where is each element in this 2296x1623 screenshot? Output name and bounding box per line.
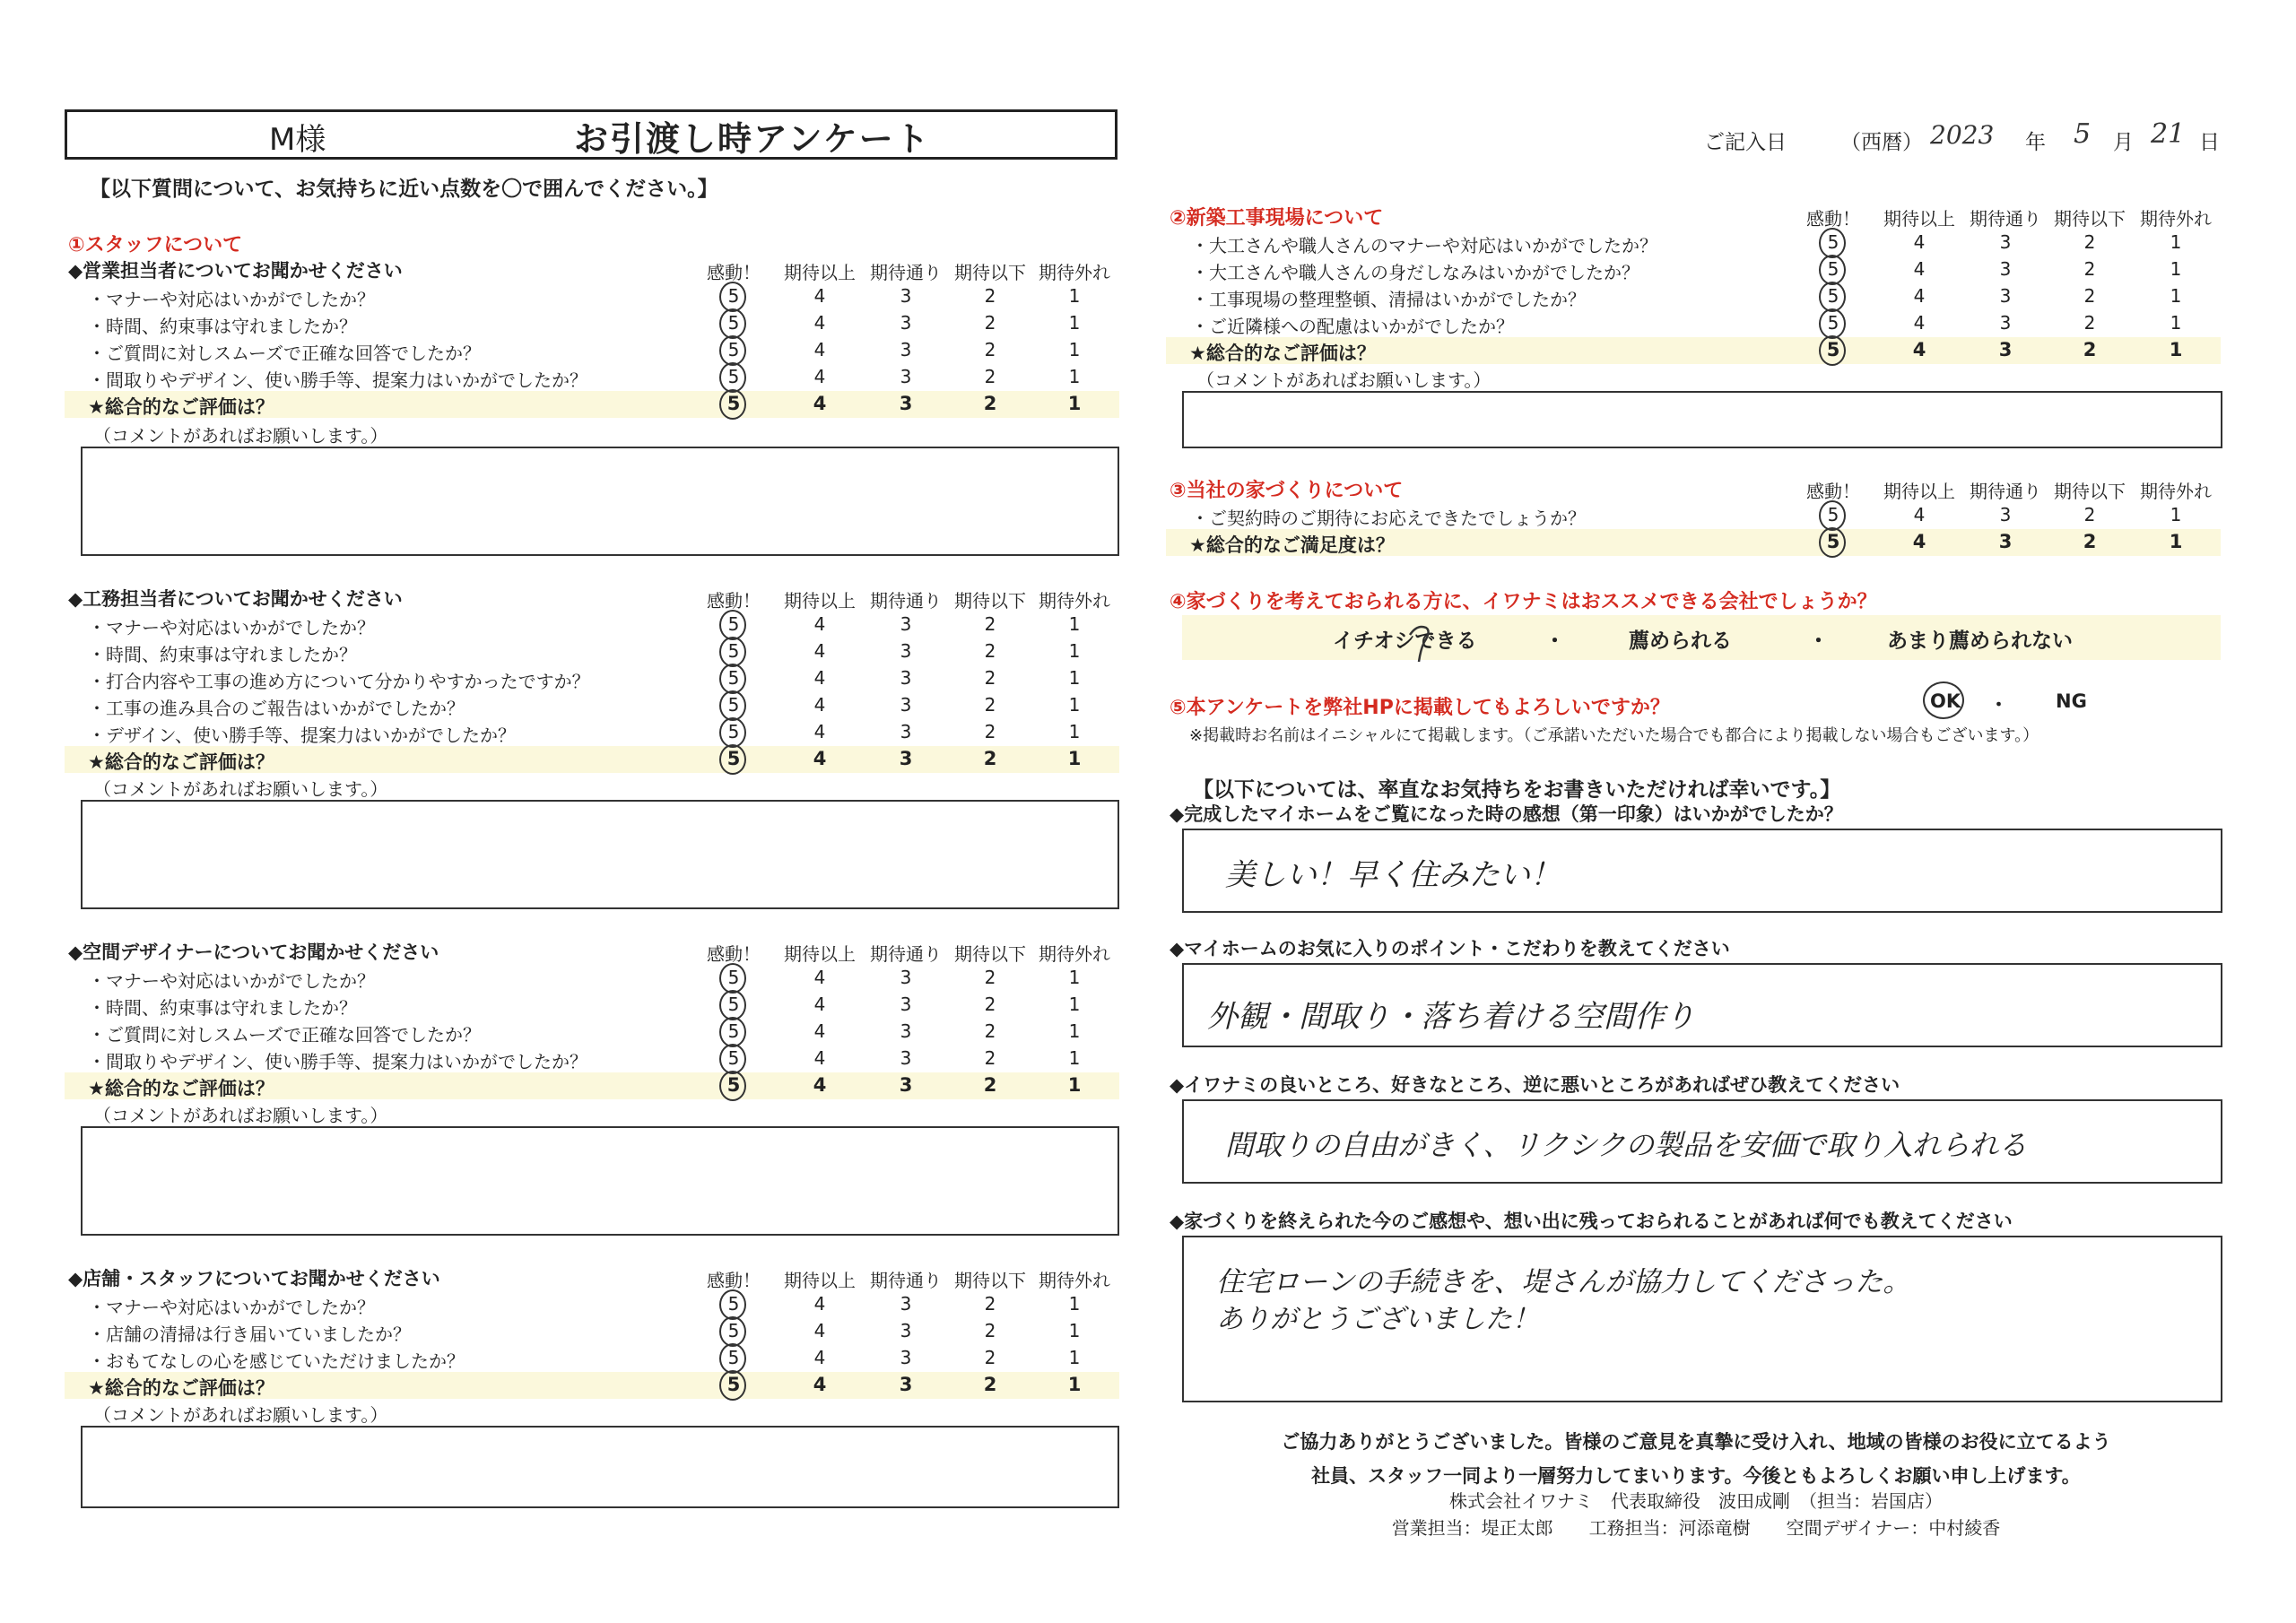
answer-4-line2: ありがとうございました！ <box>1216 1304 1539 1335</box>
score-option[interactable]: 1 <box>1068 721 1081 742</box>
selected-circle <box>1819 308 1846 339</box>
selected-circle <box>719 744 746 775</box>
option-separator: ・ <box>1808 629 1829 653</box>
score-option[interactable]: 4 <box>813 994 826 1015</box>
score-option[interactable]: 1 <box>2170 312 2182 334</box>
month-value: 5 <box>2074 118 2092 150</box>
score-option[interactable]: 4 <box>813 393 827 414</box>
instruction: 【以下質問について、お気持ちに近い点数を〇で囲んでください。】 <box>90 178 718 201</box>
question: ・間取りやデザイン、使い勝手等、提案力はいかがでしたか？ <box>88 369 587 391</box>
score-option[interactable]: 2 <box>984 366 996 387</box>
open-q1: ◆完成したマイホームをご覧になった時の感想（第一印象）はいかがでしたか？ <box>1170 803 1843 825</box>
question: ・ご質問に対しスムーズで正確な回答でしたか？ <box>88 1024 481 1046</box>
score-option[interactable]: 2 <box>2083 285 2096 307</box>
option-susumerareru[interactable]: 薦められる <box>1629 629 1732 653</box>
scale-label: 期待外れ <box>1039 1270 1110 1291</box>
question: ・マナーや対応はいかがでしたか？ <box>88 617 375 638</box>
question: ・工事の進み具合のご報告はいかがでしたか？ <box>88 698 465 719</box>
score-option[interactable]: 5 <box>726 1074 741 1096</box>
selected-circle <box>719 990 746 1020</box>
score-option[interactable]: 3 <box>1998 339 2013 360</box>
comment-box[interactable] <box>81 800 1119 909</box>
score-option[interactable]: 5 <box>1827 258 1839 280</box>
scale-label: 期待外れ <box>1039 262 1110 283</box>
score-option[interactable]: 3 <box>900 640 912 662</box>
selected-circle <box>719 389 746 420</box>
scale-label: 期待以上 <box>784 590 856 612</box>
question: ・ご近隣様への配慮はいかがでしたか？ <box>1191 316 1514 337</box>
score-option[interactable]: 4 <box>1913 504 1926 525</box>
open-q4: ◆家づくりを終えられた今のご感想や、想い出に残っておられることがあれば何でも教えてください <box>1170 1211 2013 1232</box>
scale-label: 期待以下 <box>954 590 1026 612</box>
score-option[interactable]: 1 <box>1068 1047 1081 1069</box>
scale-label: 感動！ <box>1806 208 1860 230</box>
scale-label: 期待以下 <box>954 262 1026 283</box>
scale-label: 期待通り <box>870 590 942 612</box>
score-option[interactable]: 4 <box>813 1347 826 1368</box>
score-option[interactable]: 4 <box>813 312 826 334</box>
date-label: ご記入日 <box>1704 131 1787 154</box>
scale-label: 期待以上 <box>784 262 856 283</box>
score-option[interactable]: 1 <box>2170 504 2182 525</box>
score-option[interactable]: 1 <box>1068 1320 1081 1341</box>
publish-heading: ⑤本アンケートを弊社HPに掲載してもよろしいですか？ <box>1170 697 1670 719</box>
score-option[interactable]: 4 <box>813 1293 826 1315</box>
answer-4-line1: 住宅ローンの手続きを、堤さんが協力してくださった。 <box>1216 1266 1911 1298</box>
score-option[interactable]: 1 <box>2169 531 2183 552</box>
score-option[interactable]: 3 <box>1999 231 2012 253</box>
scale-label: 期待通り <box>870 262 942 283</box>
overall-label: ★総合的なご評価は？ <box>88 1377 274 1399</box>
score-option[interactable]: 4 <box>813 694 826 716</box>
score-option[interactable]: 5 <box>726 1374 741 1395</box>
score-option[interactable]: 2 <box>2083 231 2096 253</box>
selected-circle <box>719 690 746 721</box>
score-option[interactable]: 5 <box>727 694 740 716</box>
scale-label: 感動！ <box>707 262 761 283</box>
scale-label: 期待以下 <box>2054 208 2126 230</box>
score-option[interactable]: 2 <box>984 312 996 334</box>
selected-circle <box>719 664 746 694</box>
score-option[interactable]: 2 <box>984 994 996 1015</box>
publish-note: ※掲載時お名前はイニシャルにて掲載します。（ご承諾いただいた場合でも都合により掲載しない場合もございます。） <box>1189 726 2039 745</box>
score-option[interactable]: 4 <box>813 613 826 635</box>
question: ・マナーや対応はいかがでしたか？ <box>88 289 375 310</box>
score-option[interactable]: 2 <box>983 393 997 414</box>
scale-label: 期待以上 <box>784 1270 856 1291</box>
score-option[interactable]: 4 <box>813 667 826 689</box>
score-option[interactable]: 1 <box>2170 231 2182 253</box>
score-option[interactable]: 3 <box>1999 258 2012 280</box>
overall-label: ★総合的なご評価は？ <box>88 1078 274 1099</box>
score-option[interactable]: 5 <box>726 748 741 769</box>
scale-label: 期待通り <box>1970 481 2041 502</box>
selected-circle <box>719 717 746 748</box>
score-option[interactable]: 5 <box>727 1020 740 1042</box>
answer-2: 外観・間取り・落ち着ける空間作り <box>1207 999 1695 1035</box>
score-option[interactable]: 5 <box>726 393 741 414</box>
question: ・時間、約束事は守れましたか？ <box>88 644 357 665</box>
comment-box[interactable] <box>1182 391 2222 448</box>
comment-note: （コメントがあればお願いします。） <box>93 778 388 800</box>
score-option[interactable]: 1 <box>1068 667 1081 689</box>
question: ・デザイン、使い勝手等、提案力はいかがでしたか？ <box>88 725 516 746</box>
score-option[interactable]: 2 <box>984 1020 996 1042</box>
score-option[interactable]: 3 <box>900 339 912 360</box>
score-option[interactable]: 5 <box>1827 312 1839 334</box>
score-option[interactable]: 3 <box>1999 504 2012 525</box>
score-option[interactable]: 3 <box>1998 531 2013 552</box>
score-option[interactable]: 5 <box>1827 231 1839 253</box>
score-option[interactable]: 1 <box>1067 1374 1082 1395</box>
score-option[interactable]: 3 <box>900 613 912 635</box>
score-option[interactable]: 5 <box>1827 285 1839 307</box>
selected-circle <box>1819 527 1846 558</box>
scale-label: 期待外れ <box>2140 481 2212 502</box>
selected-circle <box>719 1316 746 1347</box>
customer-name: M様 <box>269 122 326 158</box>
open-intro: 【以下については、率直なお気持ちをお書きいただければ幸いです。】 <box>1193 778 1841 802</box>
score-option[interactable]: 5 <box>727 339 740 360</box>
recommend-heading: ④家づくりを考えておられる方に、イワナミはおススメできる会社でしょうか？ <box>1170 591 1877 613</box>
answer-1: 美しい！早く住みたい！ <box>1225 857 1561 893</box>
footer-line-1: ご協力ありがとうございました。皆様のご意見を真摯に受け入れ、地域の皆様のお役に立てるよう <box>1281 1431 2111 1453</box>
comment-note: （コメントがあればお願いします。） <box>1196 369 1492 391</box>
score-option[interactable]: 1 <box>1068 1020 1081 1042</box>
score-option[interactable]: 2 <box>983 1374 997 1395</box>
score-option[interactable]: 4 <box>813 285 826 307</box>
selected-circle <box>719 308 746 339</box>
month-unit: 月 <box>2113 131 2134 154</box>
sales-title: ◆営業担当者についてお聞かせください <box>68 260 403 282</box>
score-option[interactable]: 4 <box>813 1374 827 1395</box>
score-option[interactable]: 3 <box>899 1074 913 1096</box>
score-option[interactable]: 4 <box>1913 258 1926 280</box>
selected-circle <box>719 335 746 366</box>
score-option[interactable]: 1 <box>1067 1074 1082 1096</box>
score-option[interactable]: 2 <box>984 1047 996 1069</box>
scale-label: 感動！ <box>1806 481 1860 502</box>
score-option[interactable]: 2 <box>984 285 996 307</box>
score-option[interactable]: 3 <box>900 994 912 1015</box>
score-option[interactable]: 1 <box>1068 366 1081 387</box>
score-option[interactable]: 4 <box>1913 312 1926 334</box>
option-separator: ・ <box>1544 629 1565 653</box>
overall-label: ★総合的なご評価は？ <box>1189 343 1376 364</box>
score-option[interactable]: 2 <box>984 339 996 360</box>
comment-box[interactable] <box>81 1426 1119 1508</box>
score-option[interactable]: 3 <box>1999 312 2012 334</box>
question: ・打合内容や工事の進め方について分かりやすかったですか？ <box>88 671 590 692</box>
selected-circle <box>719 1044 746 1074</box>
score-option[interactable]: 1 <box>1068 1293 1081 1315</box>
scale-label: 感動！ <box>707 1270 761 1291</box>
check-mark <box>1399 615 1444 669</box>
publish-ng[interactable]: NG <box>2056 690 2087 712</box>
question: ・時間、約束事は守れましたか？ <box>88 316 357 337</box>
score-option[interactable]: 4 <box>813 748 827 769</box>
year-value: 2023 <box>1930 120 1995 150</box>
score-option[interactable]: 4 <box>813 1320 826 1341</box>
score-option[interactable]: 4 <box>813 339 826 360</box>
score-option[interactable]: 1 <box>1068 640 1081 662</box>
selected-circle <box>719 282 746 312</box>
score-option[interactable]: 3 <box>900 667 912 689</box>
question: ・ご質問に対しスムーズで正確な回答でしたか？ <box>88 343 481 364</box>
score-option[interactable]: 5 <box>727 613 740 635</box>
score-option[interactable]: 3 <box>900 312 912 334</box>
overall-label: ★総合的なご満足度は？ <box>1189 534 1395 556</box>
score-option[interactable]: 4 <box>813 366 826 387</box>
score-option[interactable]: 4 <box>1912 339 1926 360</box>
score-option[interactable]: 1 <box>2170 285 2182 307</box>
score-option[interactable]: 5 <box>727 640 740 662</box>
score-option[interactable]: 4 <box>1913 231 1926 253</box>
scale-label: 期待通り <box>1970 208 2041 230</box>
selected-circle <box>719 1289 746 1320</box>
score-option[interactable]: 2 <box>984 1320 996 1341</box>
score-option[interactable]: 1 <box>1067 393 1082 414</box>
question: ・ご契約時のご期待にお応えできたでしょうか？ <box>1191 508 1586 529</box>
store-title: ◆店舗・スタッフについてお聞かせください <box>68 1268 440 1289</box>
answer-3: 間取りの自由がきく、リクシクの製品を安価で取り入れられる <box>1225 1128 2028 1162</box>
score-option[interactable]: 3 <box>900 1293 912 1315</box>
score-option[interactable]: 2 <box>2083 339 2097 360</box>
score-option[interactable]: 5 <box>727 366 740 387</box>
score-option[interactable]: 5 <box>1826 339 1840 360</box>
score-option[interactable]: 5 <box>727 721 740 742</box>
construction-title: ◆工務担当者についてお聞かせください <box>68 588 403 610</box>
score-option[interactable]: 2 <box>984 967 996 988</box>
scale-label: 期待以下 <box>954 1270 1026 1291</box>
score-option[interactable]: 4 <box>813 1047 826 1069</box>
scale-label: 感動！ <box>707 590 761 612</box>
selected-circle <box>1819 228 1846 258</box>
staff-heading: ①スタッフについて <box>68 234 243 256</box>
question: ・大工さんや職人さんの身だしなみはいかがでしたか？ <box>1191 262 1639 283</box>
scale-label: 期待通り <box>870 943 942 965</box>
overall-label: ★総合的なご評価は？ <box>88 396 274 418</box>
score-option[interactable]: 4 <box>813 1020 826 1042</box>
scale-label: 期待以上 <box>1883 481 1955 502</box>
score-option[interactable]: 2 <box>2083 531 2097 552</box>
scale-label: 期待以下 <box>954 943 1026 965</box>
score-option[interactable]: 2 <box>2083 504 2096 525</box>
scale-label: 期待以上 <box>1883 208 1955 230</box>
score-option[interactable]: 3 <box>900 1347 912 1368</box>
scale-label: 期待以上 <box>784 943 856 965</box>
scale-label: 感動！ <box>707 943 761 965</box>
score-option[interactable]: 2 <box>984 1293 996 1315</box>
score-option[interactable]: 3 <box>900 1320 912 1341</box>
score-option[interactable]: 3 <box>899 1374 913 1395</box>
score-option[interactable]: 2 <box>984 613 996 635</box>
score-option[interactable]: 1 <box>1068 994 1081 1015</box>
score-option[interactable]: 1 <box>2170 258 2182 280</box>
score-option[interactable]: 5 <box>727 285 740 307</box>
comment-note: （コメントがあればお願いします。） <box>93 1404 388 1426</box>
overall-label: ★総合的なご評価は？ <box>88 751 274 773</box>
company-heading: ③当社の家づくりについて <box>1170 480 1404 502</box>
score-option[interactable]: 5 <box>1827 504 1839 525</box>
designer-title: ◆空間デザイナーについてお聞かせください <box>68 942 439 963</box>
score-option[interactable]: 1 <box>1068 1347 1081 1368</box>
score-option[interactable]: 1 <box>1068 285 1081 307</box>
score-option[interactable]: 2 <box>984 640 996 662</box>
score-option[interactable]: 5 <box>727 312 740 334</box>
score-option[interactable]: 3 <box>900 1047 912 1069</box>
score-option[interactable]: 3 <box>899 748 913 769</box>
year-unit: 年 <box>2025 131 2046 154</box>
footer-line-2: 社員、スタッフ一同より一層努力してまいります。今後ともよろしくお願い申し上げます。 <box>1311 1465 2081 1487</box>
day-value: 21 <box>2151 118 2186 150</box>
scale-label: 期待外れ <box>2140 208 2212 230</box>
era-label: （西暦） <box>1840 131 1923 154</box>
score-option[interactable]: 3 <box>1999 285 2012 307</box>
score-option[interactable]: 2 <box>2083 258 2096 280</box>
score-option[interactable]: 3 <box>900 285 912 307</box>
score-option[interactable]: 4 <box>1913 285 1926 307</box>
score-option[interactable]: 3 <box>900 1020 912 1042</box>
score-option[interactable]: 2 <box>984 694 996 716</box>
score-option[interactable]: 4 <box>813 967 826 988</box>
selected-circle <box>1819 335 1846 366</box>
selected-circle <box>719 963 746 994</box>
score-option[interactable]: 1 <box>2169 339 2183 360</box>
scale-label: 期待通り <box>870 1270 942 1291</box>
score-option[interactable]: 4 <box>1912 531 1926 552</box>
question: ・店舗の清掃は行き届いていましたか？ <box>88 1324 411 1345</box>
day-unit: 日 <box>2199 131 2220 154</box>
score-option[interactable]: 2 <box>983 1074 997 1096</box>
site-heading: ②新築工事現場について <box>1170 207 1384 230</box>
score-option[interactable]: 3 <box>900 366 912 387</box>
score-option[interactable]: 2 <box>983 748 997 769</box>
score-option[interactable]: 5 <box>727 967 740 988</box>
selected-circle <box>719 610 746 640</box>
score-option[interactable]: 4 <box>813 1074 827 1096</box>
score-option[interactable]: 1 <box>1068 312 1081 334</box>
score-option[interactable]: 2 <box>2083 312 2096 334</box>
score-option[interactable]: 5 <box>727 1293 740 1315</box>
selected-circle <box>719 362 746 393</box>
ok-circle <box>1923 681 1964 719</box>
comment-note: （コメントがあればお願いします。） <box>93 425 388 447</box>
score-option[interactable]: 3 <box>900 721 912 742</box>
footer-line-4: 営業担当：堤正太郎 工務担当：河添竜樹 空間デザイナー：中村綾香 <box>1391 1517 2001 1539</box>
footer-line-3: 株式会社イワナミ 代表取締役 波田成剛 （担当：岩国店） <box>1449 1490 1943 1512</box>
score-option[interactable]: 1 <box>1068 967 1081 988</box>
comment-box[interactable] <box>81 1126 1119 1236</box>
score-option[interactable]: 3 <box>900 967 912 988</box>
selected-circle <box>1819 500 1846 531</box>
score-option[interactable]: 1 <box>1067 748 1082 769</box>
selected-circle <box>1819 282 1846 312</box>
question: ・おもてなしの心を感じていただけましたか？ <box>88 1350 465 1372</box>
score-option[interactable]: 5 <box>1826 531 1840 552</box>
question: ・大工さんや職人さんのマナーや対応はいかがでしたか？ <box>1191 235 1657 256</box>
score-option[interactable]: 5 <box>727 1047 740 1069</box>
comment-note: （コメントがあればお願いします。） <box>93 1105 388 1126</box>
selected-circle <box>719 1343 746 1374</box>
score-option[interactable]: 1 <box>1068 613 1081 635</box>
selected-circle <box>719 637 746 667</box>
score-option[interactable]: 4 <box>813 721 826 742</box>
question: ・マナーや対応はいかがでしたか？ <box>88 1297 375 1318</box>
scale-label: 期待外れ <box>1039 943 1110 965</box>
score-option[interactable]: 4 <box>813 640 826 662</box>
question: ・工事現場の整理整頓、清掃はいかがでしたか？ <box>1191 289 1586 310</box>
selected-circle <box>719 1370 746 1401</box>
publish-ok[interactable]: OK <box>1930 690 1961 712</box>
comment-box[interactable] <box>81 447 1119 556</box>
question: ・時間、約束事は守れましたか？ <box>88 997 357 1019</box>
selected-circle <box>719 1071 746 1101</box>
score-option[interactable]: 2 <box>984 721 996 742</box>
scale-label: 期待外れ <box>1039 590 1110 612</box>
open-q3: ◆イワナミの良いところ、好きなところ、逆に悪いところがあればぜひ教えてください <box>1170 1074 1900 1096</box>
score-option[interactable]: 1 <box>1068 339 1081 360</box>
question: ・マナーや対応はいかがでしたか？ <box>88 970 375 992</box>
score-option[interactable]: 5 <box>727 667 740 689</box>
score-option[interactable]: 5 <box>727 994 740 1015</box>
question: ・間取りやデザイン、使い勝手等、提案力はいかがでしたか？ <box>88 1051 587 1072</box>
option-ichioshi[interactable]: イチオシできる <box>1333 629 1477 653</box>
selected-circle <box>719 1017 746 1047</box>
option-amari[interactable]: あまり薦められない <box>1887 629 2073 653</box>
score-option[interactable]: 5 <box>727 1347 740 1368</box>
score-option[interactable]: 5 <box>727 1320 740 1341</box>
score-option[interactable]: 2 <box>984 667 996 689</box>
page-title: お引渡し時アンケート <box>574 119 931 159</box>
score-option[interactable]: 3 <box>900 694 912 716</box>
publish-separator: ・ <box>1989 694 2008 716</box>
score-option[interactable]: 2 <box>984 1347 996 1368</box>
selected-circle <box>1819 255 1846 285</box>
open-q2: ◆マイホームのお気に入りのポイント・こだわりを教えてください <box>1170 938 1730 959</box>
score-option[interactable]: 1 <box>1068 694 1081 716</box>
scale-label: 期待以下 <box>2054 481 2126 502</box>
score-option[interactable]: 3 <box>899 393 913 414</box>
